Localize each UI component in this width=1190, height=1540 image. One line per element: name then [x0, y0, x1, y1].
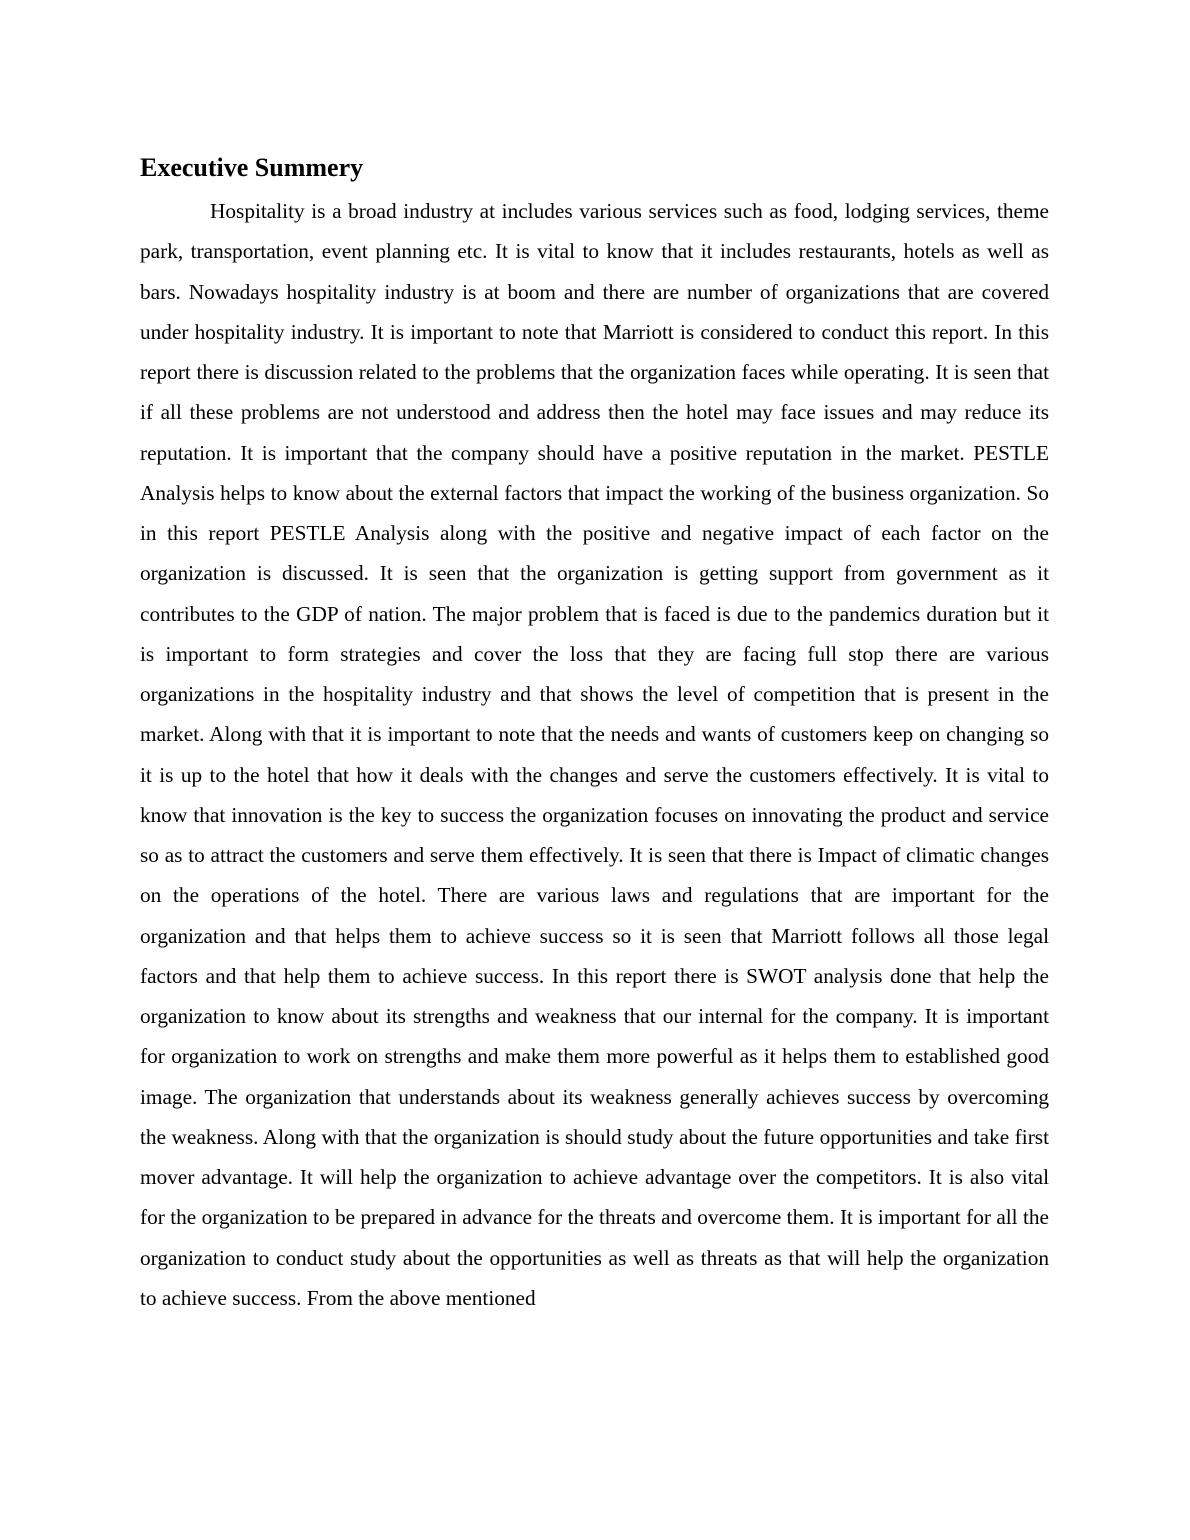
body-paragraph: Hospitality is a broad industry at includes various services such as food, lodging services, theme park, transportation, event planning etc. It is vital to know that it includes restaurants, hotels as well as bars. Nowadays hospitality industry is at boom and there are number of organizations that are covered under hospitality industry. It is important to note that Marriott is considered to conduct this report. In this report there is discussion related to the problems that the organization faces while operating. It is seen that if all these problems are not understood and address then the hotel may face issues and may reduce its reputation. It is important that the company should have a positive reputation in the market. PESTLE Analysis helps to know about the external factors that impact the working of the business organization. So in this report PESTLE Analysis along with the positive and negative impact of each factor on the organization is discussed. It is seen that the organization is getting support from government as it contributes to the GDP of nation. The major problem that is faced is due to the pandemics duration but it is important to form strategies and cover the loss that they are facing full stop there are various organizations in the hospitality industry and that shows the level of competition that is present in the market. Along with that it is important to note that the needs and wants of customers keep on changing so it is up to the hotel that how it deals with the changes and serve the customers effectively. It is vital to know that innovation is the key to success the organization focuses on innovating the product and service so as to attract the customers and serve them effectively. It is seen that there is Impact of climatic changes on the operations of the hotel. There are various laws and regulations that are important for the organization and that helps them to achieve success so it is seen that Marriott follows all those legal factors and that help them to achieve success. In this report there is SWOT analysis done that help the organization to know about its strengths and weakness that our internal for the company. It is important for organization to work on strengths and make them more powerful as it helps them to established good image. The organization that understands about its weakness generally achieves success by overcoming the weakness. Along with that the organization is should study about the future opportunities and take first mover advantage. It will help the organization to achieve advantage over the competitors. It is also vital for the organization to be prepared in advance for the threats and overcome them. It is important for all the organization to conduct study about the opportunities as well as threats as that will help the organization to achieve success. From the above mentioned	[140, 199, 1049, 1310]
section-heading: Executive Summery	[140, 153, 364, 182]
document-page	[140, 148, 1049, 1318]
